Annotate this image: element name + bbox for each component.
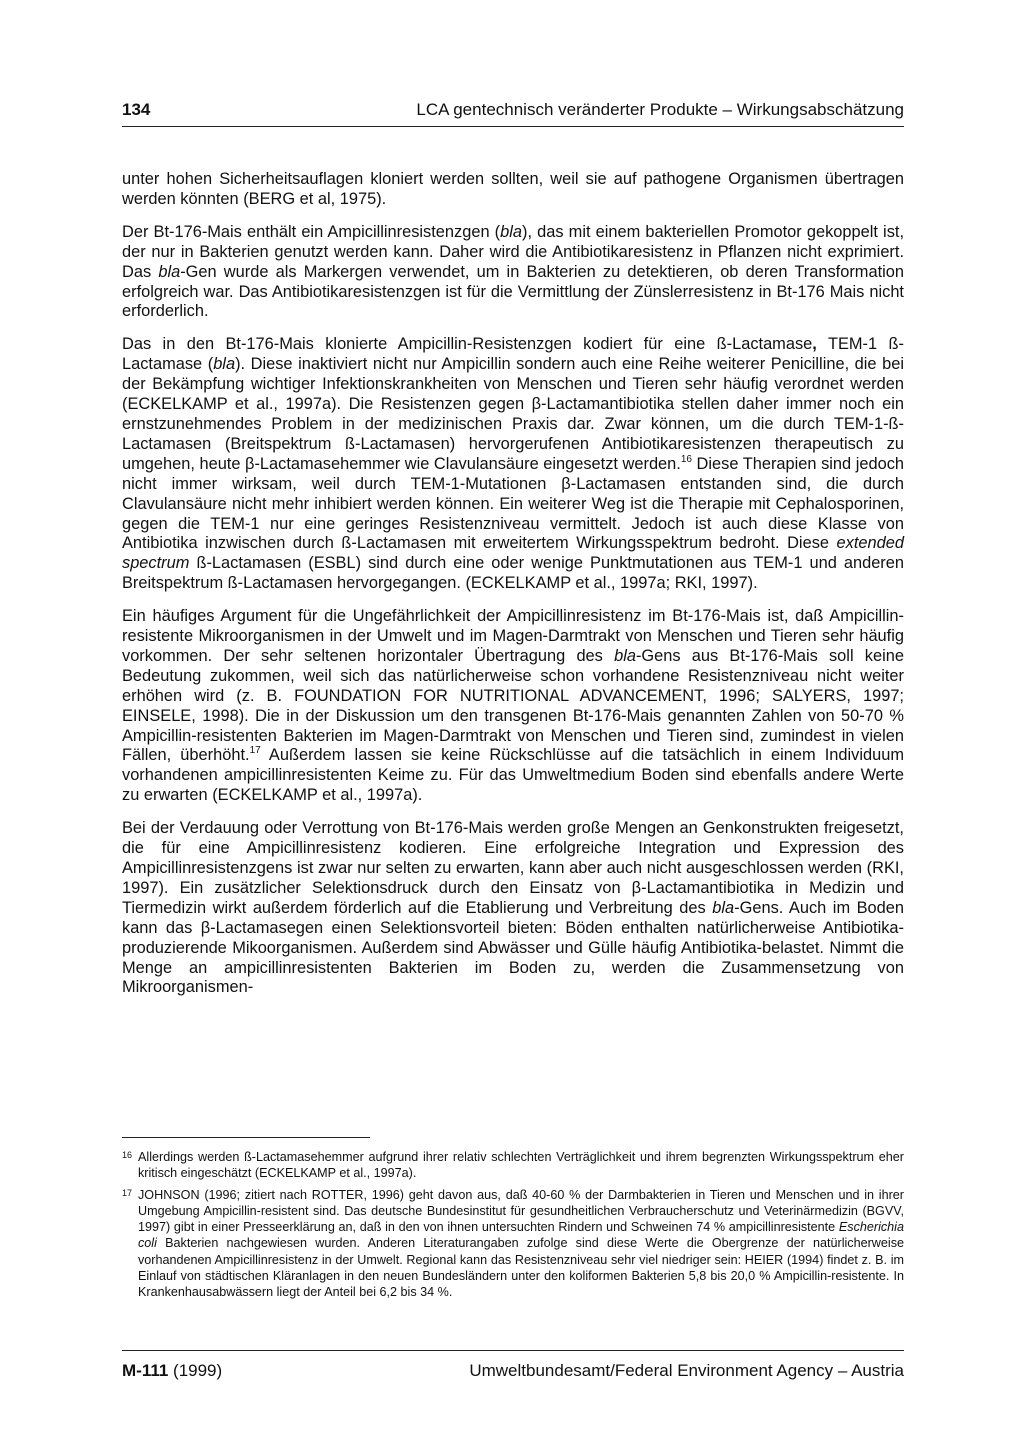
paragraph-2-italic-bla-2: bla <box>158 262 181 281</box>
report-year: (1999) <box>168 1361 223 1380</box>
paragraph-3-text-e: ). Diese inaktiviert nicht nur Ampicillin sondern auch eine Reihe weiterer Penicilline, die bei der Bekämpfung wichtiger Infektionskrankheiten von Menschen und Tieren sehr häufig verordnet werden (ECKELKAMP et al., 1997a). Die Resistenzen gegen β-Lactamantibiotika stellen daher immer noch ein ernstzunehmendes Problem in der medizinischen Praxis dar. Zwar können, um die durch TEM-1-ß-Lactamasen (Breitspektrum ß-Lactamasen) hervorgerufenen Antibiotikaresistenzen therapeutisch zu umgehen, heute β-Lactamasehemmer wie Clavulansäure eingesetzt werden. <box>122 355 904 473</box>
footnote-ref-17: 17 <box>249 745 261 757</box>
footnote-16 <box>122 1149 904 1181</box>
paragraph-2-italic-bla: bla <box>500 222 523 241</box>
paragraph-4 <box>122 607 904 806</box>
paragraph-3-italic-bla: bla <box>213 355 236 374</box>
body-text <box>122 170 904 1011</box>
footnote-17 <box>122 1187 904 1300</box>
paragraph-4-text-a: Ein häufiges Argument für die Ungefährlichkeit der Ampicillinresistenz im Bt-176-Mais ist, daß Ampicillin-resistente Mikroorganismen in der Umwelt und im Magen-Darmtrakt von Menschen und Tieren sehr häufig vorkommen. Der sehr seltenen horizontaler Übertragung des <box>122 607 904 665</box>
paragraph-5-text-a: Bei der Verdauung oder Verrottung von Bt-176-Mais werden große Mengen an Genkonstrukten freigesetzt, die für eine Ampicillinresistenz kodieren. Eine erfolgreiche Integration und Expression des Ampicillinresistenzgens ist zwar nur selten zu erwarten, kann aber auch nicht ausgeschlossen werden (RKI, 1997). Ein zusätzlicher Selektionsdruck durch den Einsatz von β-Lactamantibiotika in Medizin und Tiermedizin wirkt außerdem förderlich auf die Etablierung und Verbreitung des <box>122 819 904 917</box>
report-number: M-111 <box>122 1361 169 1380</box>
paragraph-1-text: unter hohen Sicherheitsauflagen kloniert werden sollten, weil sie auf pathogene Organismen übertragen werden könnten (BERG et al, 1975). <box>122 170 904 208</box>
paragraph-2-text-a: Der Bt-176-Mais enthält ein Ampicillinresistenzgen ( <box>122 222 501 241</box>
footnote-17-number: 17 <box>122 1188 133 1199</box>
paragraph-3 <box>122 335 904 594</box>
running-title: LCA gentechnisch veränderter Produkte – Wirkungsabschätzung <box>416 100 904 119</box>
paragraph-3-text-i: ß-Lactamasen (ESBL) sind durch eine oder wenige Punktmutationen aus TEM-1 und anderen Breitspektrum ß-Lactamasen hervorgegangen. (ECKELKAMP et al., 1997a; RKI, 1997). <box>122 554 904 593</box>
page-header <box>122 98 904 127</box>
report-code <box>122 1361 222 1381</box>
paragraph-5-italic-bla: bla <box>712 898 735 917</box>
document-page <box>122 0 904 1452</box>
paragraph-3-text-a: Das in den Bt-176-Mais klonierte Ampicillin-Resistenzgen kodiert für eine ß-Lactamase <box>122 335 813 354</box>
page-number: 134 <box>122 100 151 119</box>
paragraph-3-bold-comma: , <box>812 335 817 354</box>
paragraph-5 <box>122 819 904 998</box>
footnotes <box>122 1149 904 1306</box>
paragraph-2 <box>122 223 904 323</box>
paragraph-5-text-c: -Gens. Auch im Boden kann das β-Lactamasegen einen Selektionsvorteil bieten: Böden enthalten natürlicherweise Antibiotika-produzierende Mikoorganismen. Außerdem sind Abwässer und Gülle häufig Antibiotika-belastet. Nimmt die Menge an ampicillinresistenten Bakterien im Boden zu, werden die Zusammensetzung von Mikroorganismen- <box>122 898 905 997</box>
paragraph-4-text-c: -Gens aus Bt-176-Mais soll keine Bedeutung zukommen, weil sich das natürlicherweise schon vorhandene Resistenzniveau nicht weiter erhöhen wird (z. B. FOUNDATION FOR NUTRITIONAL ADVANCEMENT, 1996; SALYERS, 1997; EINSELE, 1998). Die in der Diskussion um den transgenen Bt-176-Mais genannten Zahlen von 50-70 % Ampicillin-resistenten Bakterien im Magen-Darmtrakt von Menschen und Tieren sind, zumindest in vielen Fällen, überhöht. <box>122 646 904 765</box>
paragraph-1 <box>122 170 904 210</box>
paragraph-3-italic-extended-spectrum: extended spectrum <box>122 534 904 573</box>
footnote-16-text: Allerdings werden ß-Lactamasehemmer aufgrund ihrer relativ schlechten Verträglichkeit und ihrem begrenzten Wirkungsspektrum eher kritisch eingeschätzt (ECKELKAMP et al., 1997a). <box>138 1150 904 1181</box>
paragraph-3-text-g: Diese Therapien sind jedoch nicht immer wirksam, weil durch TEM-1-Mutationen β-Lactamasen entstanden sind, die durch Clavulansäure nicht mehr inhibiert werden können. Ein weiterer Weg ist die Therapie mit Cephalosporinen, gegen die TEM-1 nur eine geringes Resistenzniveau vermittelt. Jedoch ist auch diese Klasse von Antibiotika inzwischen durch ß-Lactamasen mit erweitertem Wirkungsspektrum bedroht. Diese <box>122 454 905 553</box>
paragraph-4-italic-bla: bla <box>614 646 636 665</box>
footnote-17-text-a: JOHNSON (1996; zitiert nach ROTTER, 1996) geht davon aus, daß 40-60 % der Darmbakterien in Tieren und Menschen und in ihrer Umgebung Ampicillin-resistent sind. Das deutsche Bundesinstitut für gesundheitlichen Verbraucherschutz und Veterinärmedizin (BGVV, 1997) gibt in einer Presseerklärung an, daß in den von ihnen untersuchten Rindern und Schweinen 74 % ampicillinresistente <box>138 1188 904 1235</box>
footnote-16-number: 16 <box>122 1150 133 1160</box>
footnote-17-italic-ecoli: Escherichia coli <box>138 1220 904 1251</box>
publisher: Umweltbundesamt/Federal Environment Agency – Austria <box>469 1361 904 1380</box>
footnote-separator <box>122 1137 370 1138</box>
footnote-17-text-c: Bakterien nachgewiesen wurden. Anderen Literaturangaben zufolge sind diese Werte die Obergrenze der natürlicherweise vorhandenen Ampicillinresistenz in der Umwelt. Regional kann das Resistenzniveau sehr viel niedriger sein: HEIER (1994) findet z. B. im Einlauf von städtischen Kläranlagen in den neuen Bundesländern unter den koliformen Bakterien 5,8 bis 20,0 % Ampicillin-resistente. In Krankenhausabwässern liegt der Anteil bei 6,2 bis 34 %. <box>138 1236 904 1299</box>
paragraph-2-text-c: ), das mit einem bakteriellen Promotor gekoppelt ist, der nur in Bakterien genutzt werden kann. Daher wird die Antibiotikaresistenz in Pflanzen nicht exprimiert. Das <box>122 222 905 281</box>
page-footer <box>122 1350 904 1389</box>
footnote-ref-16: 16 <box>680 453 692 465</box>
paragraph-4-text-e: Außerdem lassen sie keine Rückschlüsse auf die tatsächlich in einem Individuum vorhandenen ampicillinresistenten Keime zu. Für das Umweltmedium Boden sind ebenfalls andere Werte zu erwarten (ECKELKAMP et al., 1997a). <box>122 746 904 805</box>
paragraph-2-text-e: -Gen wurde als Markergen verwendet, um in Bakterien zu detektieren, ob deren Transformation erfolgreich war. Das Antibiotikaresistenzgen ist für die Vermittlung der Zünslerresistenz in Bt-176 Mais nicht erforderlich. <box>122 262 905 321</box>
paragraph-3-text-c: TEM-1 ß-Lactamase ( <box>122 335 904 374</box>
